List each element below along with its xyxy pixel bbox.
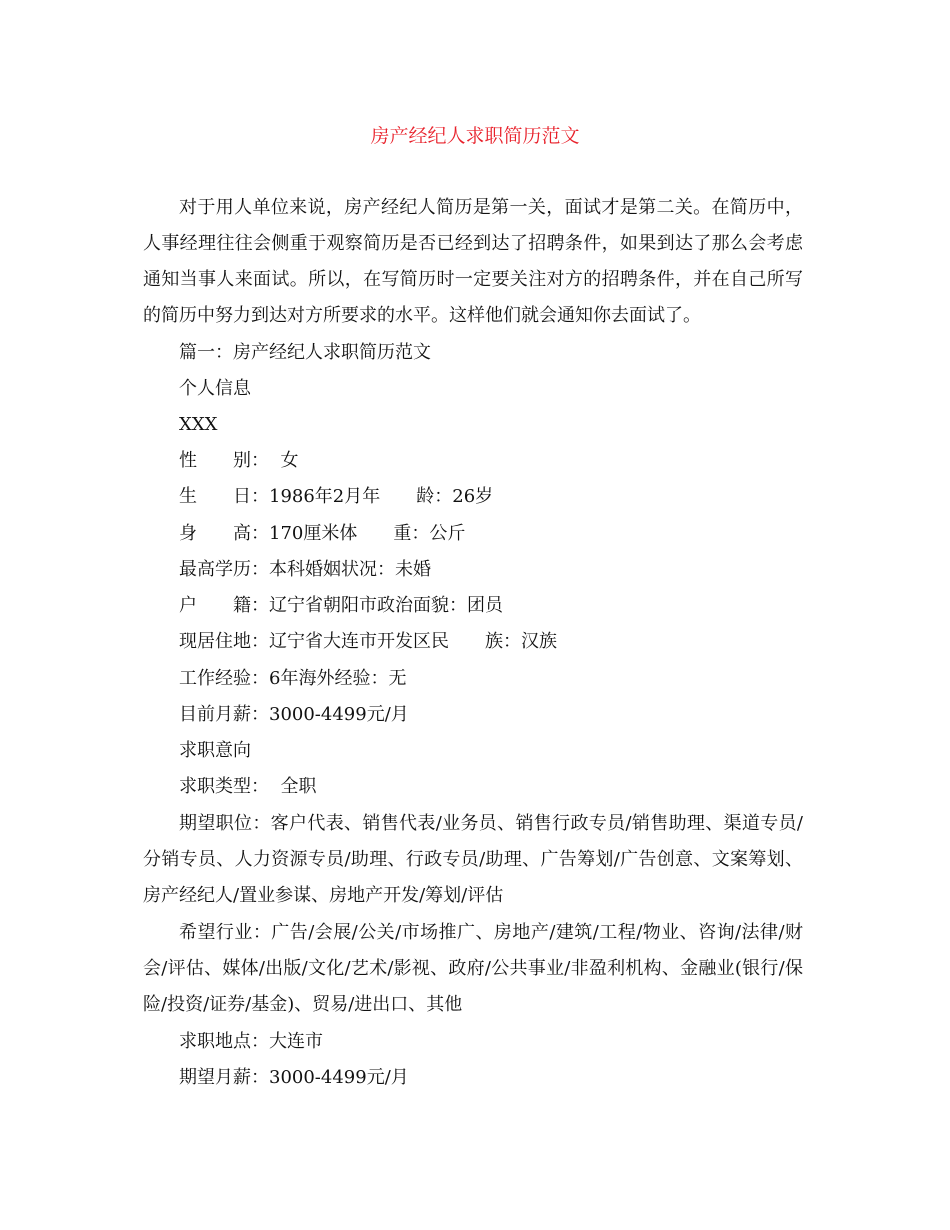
personal-info-heading: 个人信息 [179,378,251,399]
experience-line: 工作经验：6年海外经验：无 [179,668,407,689]
residence-line: 现居住地：辽宁省大连市开发区民 族：汉族 [179,631,557,652]
birth-line: 生 日：1986年2月年 龄：26岁 [179,486,494,507]
industries-paragraph: 希望行业：广告/会展/公关/市场推广、房地产/建筑/工程/物业、咨询/法律/财会/评估、媒体/出版/文化/艺术/影视、政府/公共事业/非盈利机构、金融业(银行/保险/投资/证券/基金)、贸易/进出口、其他 [143,922,803,1015]
name-line: XXX [179,414,218,435]
hukou-line: 户 籍：辽宁省朝阳市政治面貌：团员 [179,595,503,616]
current-salary-line: 目前月薪：3000-4499元/月 [179,704,409,725]
location-line: 求职地点：大连市 [179,1031,323,1052]
positions-paragraph: 期望职位：客户代表、销售代表/业务员、销售行政专员/销售助理、渠道专员/分销专员、人力资源专员/助理、行政专员/助理、广告筹划/广告创意、文案筹划、房产经纪人/置业参谋、房地产开发/筹划/评估 [143,813,803,906]
gender-line: 性 别： 女 [179,450,299,471]
intent-heading: 求职意向 [179,740,251,761]
education-line: 最高学历：本科婚姻状况：未婚 [179,559,431,580]
document-title: 房产经纪人求职简历范文 [370,125,580,147]
intro-paragraph: 对于用人单位来说，房产经纪人简历是第一关，面试才是第二关。在简历中，人事经理往往会侧重于观察简历是否已经到达了招聘条件，如果到达了那么会考虑通知当事人来面试。所以，在写简历时一定要关注对方的招聘条件，并在自己所写的简历中努力到达对方所要求的水平。这样他们就会通知你去面试了。 [143,197,803,326]
job-type-line: 求职类型： 全职 [179,776,317,797]
expected-salary-line: 期望月薪：3000-4499元/月 [179,1067,409,1088]
height-line: 身 高：170厘米体 重：公斤 [179,523,466,544]
section-heading: 篇一：房产经纪人求职简历范文 [179,342,431,363]
